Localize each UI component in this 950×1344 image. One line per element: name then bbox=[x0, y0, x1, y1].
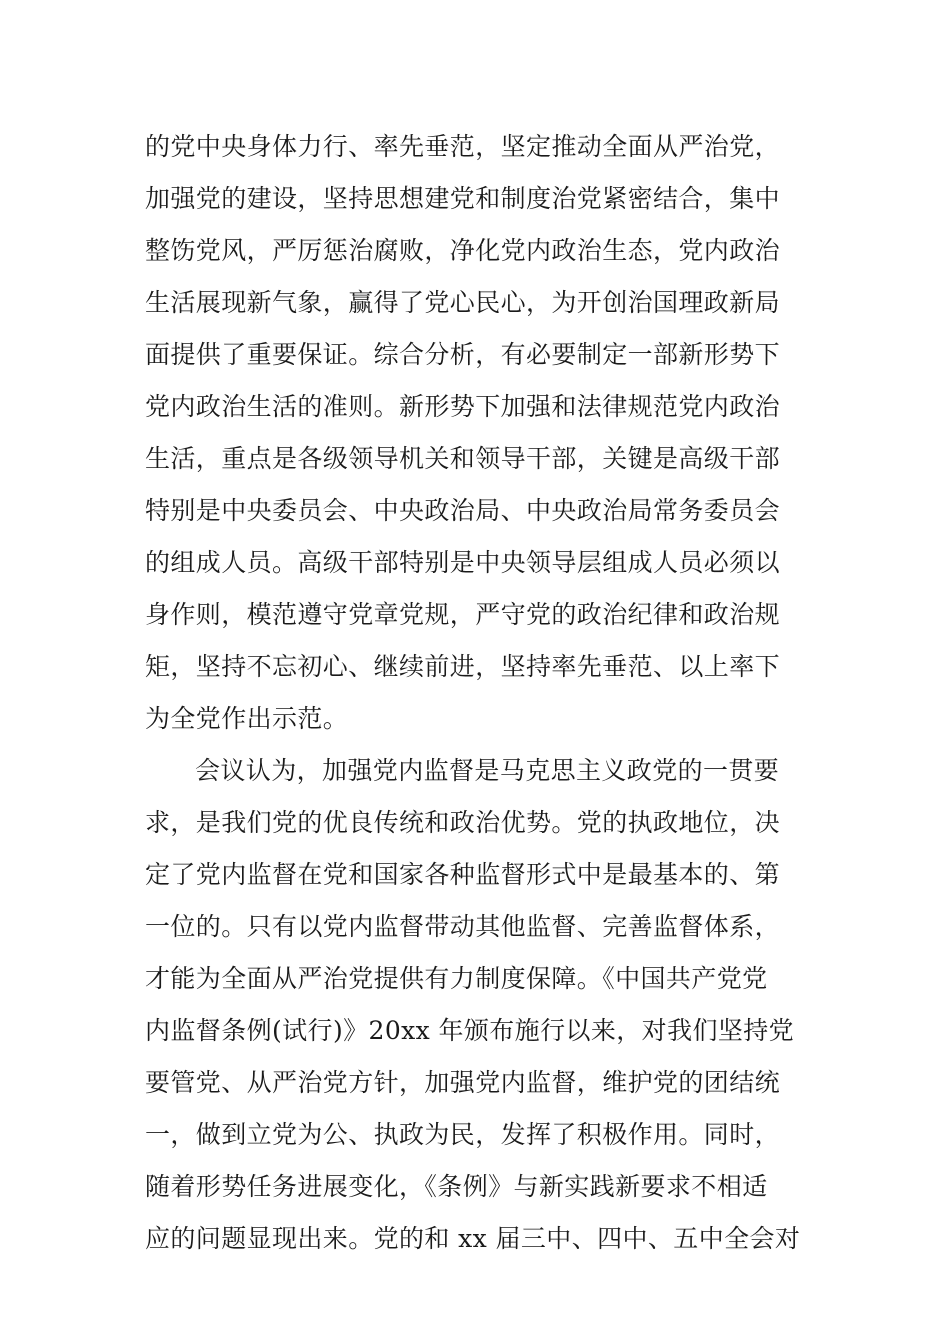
paragraph-1-line: 党内政治生活的准则。新形势下加强和法律规范党内政治 bbox=[145, 392, 781, 421]
paragraph-1-line: 身作则，模范遵守党章党规，严守党的政治纪律和政治规 bbox=[145, 600, 781, 629]
paragraph-2-line: 应的问题显现出来。党的和 xx 届三中、四中、五中全会对 bbox=[145, 1224, 801, 1253]
paragraph-1-line: 矩，坚持不忘初心、继续前进，坚持率先垂范、以上率下 bbox=[145, 652, 781, 681]
paragraph-2-line: 内监督条例(试行)》20xx 年颁布施行以来，对我们坚持党 bbox=[145, 1016, 795, 1045]
paragraph-2-line: 随着形势任务进展变化，《条例》与新实践新要求不相适 bbox=[145, 1172, 768, 1201]
paragraph-1-line: 特别是中央委员会、中央政治局、中央政治局常务委员会 bbox=[145, 496, 781, 525]
paragraph-2-line: 一位的。只有以党内监督带动其他监督、完善监督体系， bbox=[145, 912, 781, 941]
paragraph-1-line: 生活展现新气象，赢得了党心民心，为开创治国理政新局 bbox=[145, 288, 781, 317]
paragraph-1-line: 的党中央身体力行、率先垂范，坚定推动全面从严治党， bbox=[145, 132, 781, 161]
paragraph-2-line: 定了党内监督在党和国家各种监督形式中是最基本的、第 bbox=[145, 860, 781, 889]
paragraph-1-line: 为全党作出示范。 bbox=[145, 704, 349, 733]
paragraph-2-line: 要管党、从严治党方针，加强党内监督，维护党的团结统 bbox=[145, 1068, 781, 1097]
paragraph-2-line: 一，做到立党为公、执政为民，发挥了积极作用。同时， bbox=[145, 1120, 781, 1149]
paragraph-1-line: 面提供了重要保证。综合分析，有必要制定一部新形势下 bbox=[145, 340, 781, 369]
paragraph-1-line: 的组成人员。高级干部特别是中央领导层组成人员必须以 bbox=[145, 548, 781, 577]
paragraph-1-line: 整饬党风，严厉惩治腐败，净化党内政治生态，党内政治 bbox=[145, 236, 781, 265]
paragraph-1-line: 加强党的建设，坚持思想建党和制度治党紧密结合，集中 bbox=[145, 184, 781, 213]
paragraph-2-line: 才能为全面从严治党提供有力制度保障。《中国共产党党 bbox=[145, 964, 768, 993]
paragraph-1-line: 生活，重点是各级领导机关和领导干部，关键是高级干部 bbox=[145, 444, 781, 473]
paragraph-2-line: 会议认为，加强党内监督是马克思主义政党的一贯要 bbox=[195, 756, 780, 785]
paragraph-2-line: 求，是我们党的优良传统和政治优势。党的执政地位，决 bbox=[145, 808, 781, 837]
